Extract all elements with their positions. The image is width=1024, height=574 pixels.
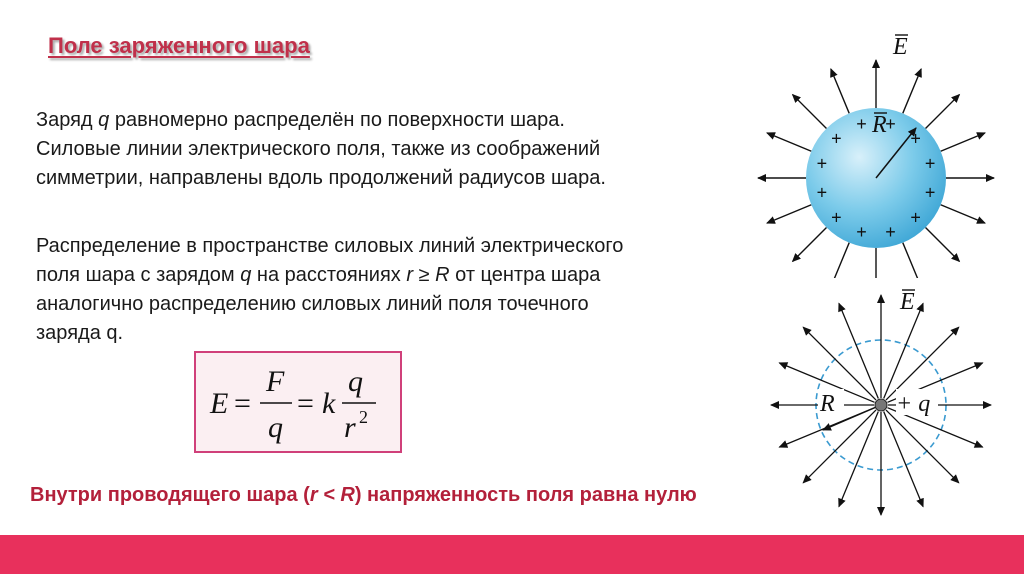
field-line — [793, 95, 827, 129]
formula-q-numerator: q — [348, 365, 363, 398]
paragraph2-line2: поля шара с зарядом q на расстояниях r ≥ R от центра шара — [36, 264, 601, 286]
field-line — [886, 410, 959, 483]
field-line — [925, 227, 959, 261]
formula-r: r — [344, 411, 356, 444]
plus-charge-sign: + — [856, 222, 867, 243]
field-line — [767, 205, 811, 223]
plus-charge-sign: + — [910, 207, 921, 228]
field-strength-formula — [196, 353, 400, 451]
plus-charge-sign: + — [831, 207, 842, 228]
point-charge-figure — [760, 285, 1000, 535]
field-line — [941, 205, 985, 223]
field-line — [941, 133, 985, 151]
paragraph2-line1: Распределение в пространстве силовых линий электрического — [36, 235, 624, 257]
field-line — [925, 95, 959, 129]
paragraph-charge-distribution — [36, 106, 716, 193]
radius-label-point: R — [820, 391, 835, 417]
formula-equals-1: = — [234, 387, 251, 420]
plus-charge-sign: + — [831, 128, 842, 149]
plus-charge-sign: + — [910, 128, 921, 149]
paragraph1-line2: Силовые линии электрического поля, также из соображений — [36, 138, 601, 160]
field-line — [903, 243, 921, 278]
plus-charge-sign: + — [924, 182, 936, 203]
formula-F: F — [266, 365, 285, 398]
field-line — [767, 133, 811, 151]
formula-E: E — [210, 387, 229, 420]
formula-exponent: 2 — [359, 407, 368, 427]
slide-title: Поле заряженного шара — [48, 33, 310, 58]
radius-label: R — [872, 112, 887, 138]
plus-charge-sign: + — [885, 113, 896, 134]
field-line — [839, 303, 878, 398]
paragraph-field-distribution — [36, 232, 736, 348]
field-vector-label: E — [893, 34, 908, 60]
field-line — [903, 69, 921, 113]
formula-q-denominator: q — [268, 411, 283, 444]
paragraph1-line1: Заряд q равномерно распределён по поверхности шара. — [36, 109, 565, 131]
point-charge — [875, 399, 887, 411]
formula-k: k — [322, 387, 336, 420]
plus-charge-sign: + — [816, 182, 828, 203]
plus-charge-sign: + — [856, 113, 867, 134]
plus-charge-sign: + — [924, 153, 936, 174]
field-line — [793, 227, 827, 261]
formula-box — [194, 351, 402, 453]
paragraph1-line3: симметрии, направлены вдоль продолжений радиусов шара. — [36, 167, 606, 189]
paragraph2-line3: аналогично распределению силовых линий поля точечного — [36, 293, 589, 315]
plus-charge-sign: + — [816, 153, 828, 174]
plus-charge-sign: + — [885, 222, 896, 243]
charge-label: + q — [896, 391, 931, 417]
formula-equals-2: = — [297, 387, 314, 420]
charged-sphere-figure — [750, 28, 1000, 278]
paragraph2-line4: заряда q. — [36, 322, 124, 344]
field-line — [803, 410, 876, 483]
field-line — [831, 69, 849, 113]
bottom-accent-bar — [0, 535, 1024, 574]
field-line — [831, 243, 849, 278]
conductor-inside-note: Внутри проводящего шара (r < R) напряженность поля равна нулю — [30, 484, 697, 506]
field-vector-label-point: E — [900, 289, 915, 315]
